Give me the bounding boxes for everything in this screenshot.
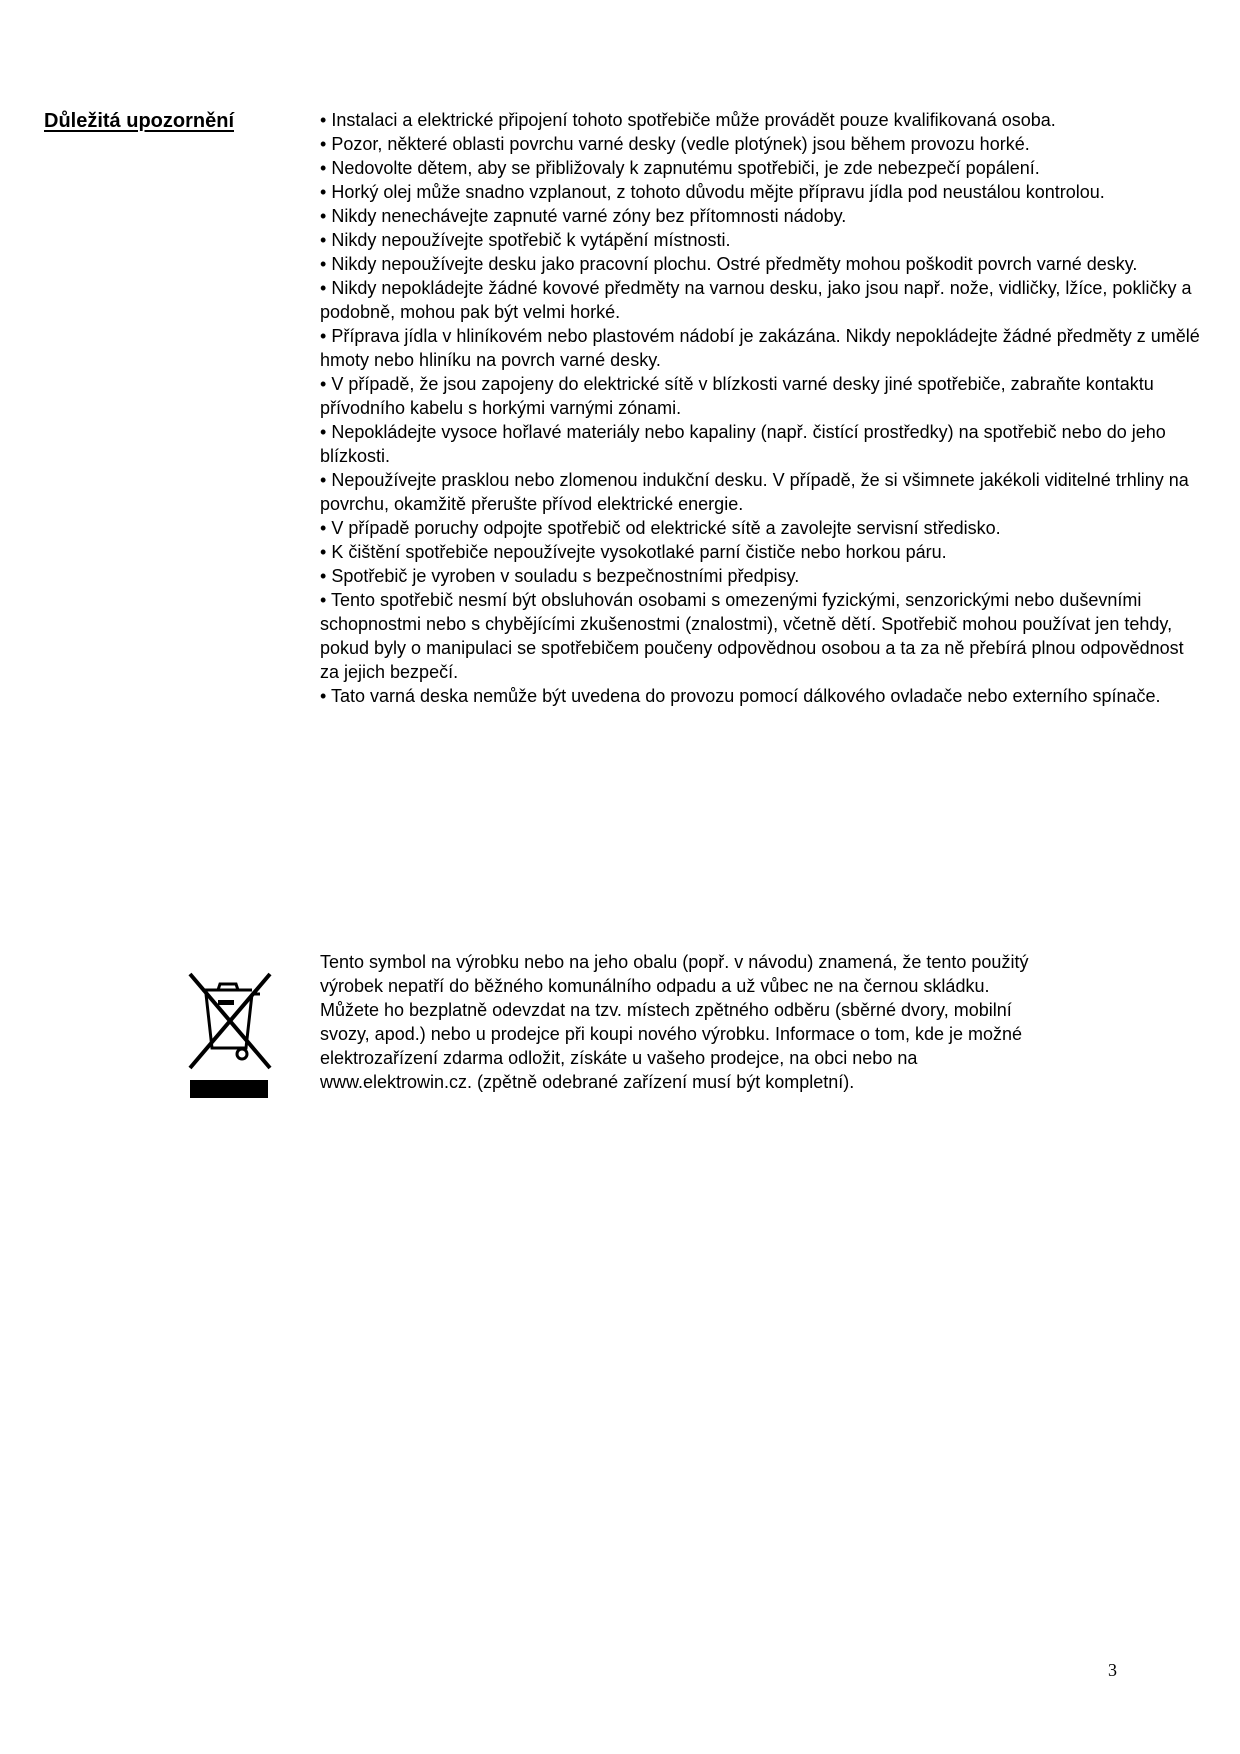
warning-text: Nedovolte dětem, aby se přibližovaly k zapnutému spotřebiči, je zde nebezpečí popálení. bbox=[331, 158, 1040, 178]
warning-text: Nepokládejte vysoce hořlavé materiály nebo kapaliny (např. čistící prostředky) na spotřebič nebo do jeho blízkosti. bbox=[320, 422, 1166, 466]
bullet: • bbox=[320, 158, 327, 178]
warning-text: Pozor, některé oblasti povrchu varné desky (vedle plotýnek) jsou během provozu horké. bbox=[331, 134, 1030, 154]
bullet: • bbox=[320, 230, 327, 250]
warning-item bbox=[320, 132, 1200, 156]
bullet: • bbox=[320, 254, 327, 274]
warning-item bbox=[320, 204, 1200, 228]
bullet: • bbox=[320, 374, 327, 394]
weee-disposal-text: Tento symbol na výrobku nebo na jeho obalu (popř. v návodu) znamená, že tento použitý výrobek nepatří do běžného komunálního odpadu a už vůbec ne na černou skládku. Můžete ho bezplatně odevzdat na tzv. místech zpětného odběru (sběrné dvory, mobilní svozy, apod.) nebo u prodejce při koupi nového výrobku. Informace o tom, kde je možné elektrozařízení zdarma odložit, získáte u vašeho prodejce, na obci nebo na www.elektrowin.cz. (zpětně odebrané zařízení musí být kompletní). bbox=[320, 952, 1029, 1092]
bullet: • bbox=[320, 326, 327, 346]
warning-item bbox=[320, 684, 1200, 708]
bullet: • bbox=[320, 566, 327, 586]
warning-text: Tento spotřebič nesmí být obsluhován osobami s omezenými fyzickými, senzorickými nebo duševními schopnostmi nebo s chybějícími zkušenostmi (znalostmi), včetně dětí. Spotřebič mohou používat jen tehdy, pokud byly o manipulaci se spotřebičem poučeny odpovědnou osobou a ta za ně přebírá plnou odpovědnost za jejich bezpečí. bbox=[320, 590, 1184, 682]
warning-item bbox=[320, 276, 1200, 324]
warning-item bbox=[320, 420, 1200, 468]
warning-item bbox=[320, 324, 1200, 372]
warning-text: Příprava jídla v hliníkovém nebo plastovém nádobí je zakázána. Nikdy nepokládejte žádné předměty z umělé hmoty nebo hliníku na povrch varné desky. bbox=[320, 326, 1200, 370]
warning-text: Nikdy nepoužívejte spotřebič k vytápění místnosti. bbox=[331, 230, 731, 250]
bullet: • bbox=[320, 470, 327, 490]
section-heading: Důležitá upozornění bbox=[44, 110, 234, 132]
warning-text: V případě poruchy odpojte spotřebič od elektrické sítě a zavolejte servisní středisko. bbox=[331, 518, 1001, 538]
bullet: • bbox=[320, 422, 327, 442]
bullet: • bbox=[320, 182, 327, 202]
warning-item bbox=[320, 540, 1200, 564]
warning-list bbox=[320, 108, 1200, 708]
warning-text: Nikdy nepokládejte žádné kovové předměty na varnou desku, jako jsou např. nože, vidličky, lžíce, pokličky a podobně, mohou pak být velmi horké. bbox=[320, 278, 1192, 322]
bullet: • bbox=[320, 590, 327, 610]
crossed-out-wheelie-bin-icon bbox=[180, 960, 280, 1100]
warning-item bbox=[320, 108, 1200, 132]
warning-item bbox=[320, 588, 1200, 684]
warning-item bbox=[320, 180, 1200, 204]
warning-text: Spotřebič je vyroben v souladu s bezpečnostními předpisy. bbox=[331, 566, 800, 586]
warning-text: Tato varná deska nemůže být uvedena do provozu pomocí dálkového ovladače nebo externího spínače. bbox=[331, 686, 1161, 706]
bullet: • bbox=[320, 518, 327, 538]
warning-item bbox=[320, 252, 1200, 276]
warning-item bbox=[320, 372, 1200, 420]
warning-text: K čištění spotřebiče nepoužívejte vysokotlaké parní čističe nebo horkou páru. bbox=[331, 542, 947, 562]
warning-text: Instalaci a elektrické připojení tohoto spotřebiče může provádět pouze kvalifikovaná osoba. bbox=[331, 110, 1056, 130]
page-number: 3 bbox=[1108, 1660, 1117, 1680]
bullet: • bbox=[320, 542, 327, 562]
warning-item bbox=[320, 228, 1200, 252]
bullet: • bbox=[320, 278, 327, 298]
warning-item bbox=[320, 156, 1200, 180]
bullet: • bbox=[320, 686, 327, 706]
warning-text: V případě, že jsou zapojeny do elektrické sítě v blízkosti varné desky jiné spotřebiče, zabraňte kontaktu přívodního kabelu s horkými varnými zónami. bbox=[320, 374, 1154, 418]
warning-item bbox=[320, 564, 1200, 588]
warning-text: Nikdy nenechávejte zapnuté varné zóny bez přítomnosti nádoby. bbox=[331, 206, 847, 226]
warning-text: Horký olej může snadno vzplanout, z tohoto důvodu mějte přípravu jídla pod neustálou kontrolou. bbox=[331, 182, 1105, 202]
warning-item bbox=[320, 516, 1200, 540]
bullet: • bbox=[320, 134, 327, 154]
warning-text: Nikdy nepoužívejte desku jako pracovní plochu. Ostré předměty mohou poškodit povrch varné desky. bbox=[331, 254, 1138, 274]
bullet: • bbox=[320, 110, 327, 130]
warning-text: Nepoužívejte prasklou nebo zlomenou indukční desku. V případě, že si všimnete jakékoli viditelné trhliny na povrchu, okamžitě přerušte přívod elektrické energie. bbox=[320, 470, 1189, 514]
warning-item bbox=[320, 468, 1200, 516]
bullet: • bbox=[320, 206, 327, 226]
